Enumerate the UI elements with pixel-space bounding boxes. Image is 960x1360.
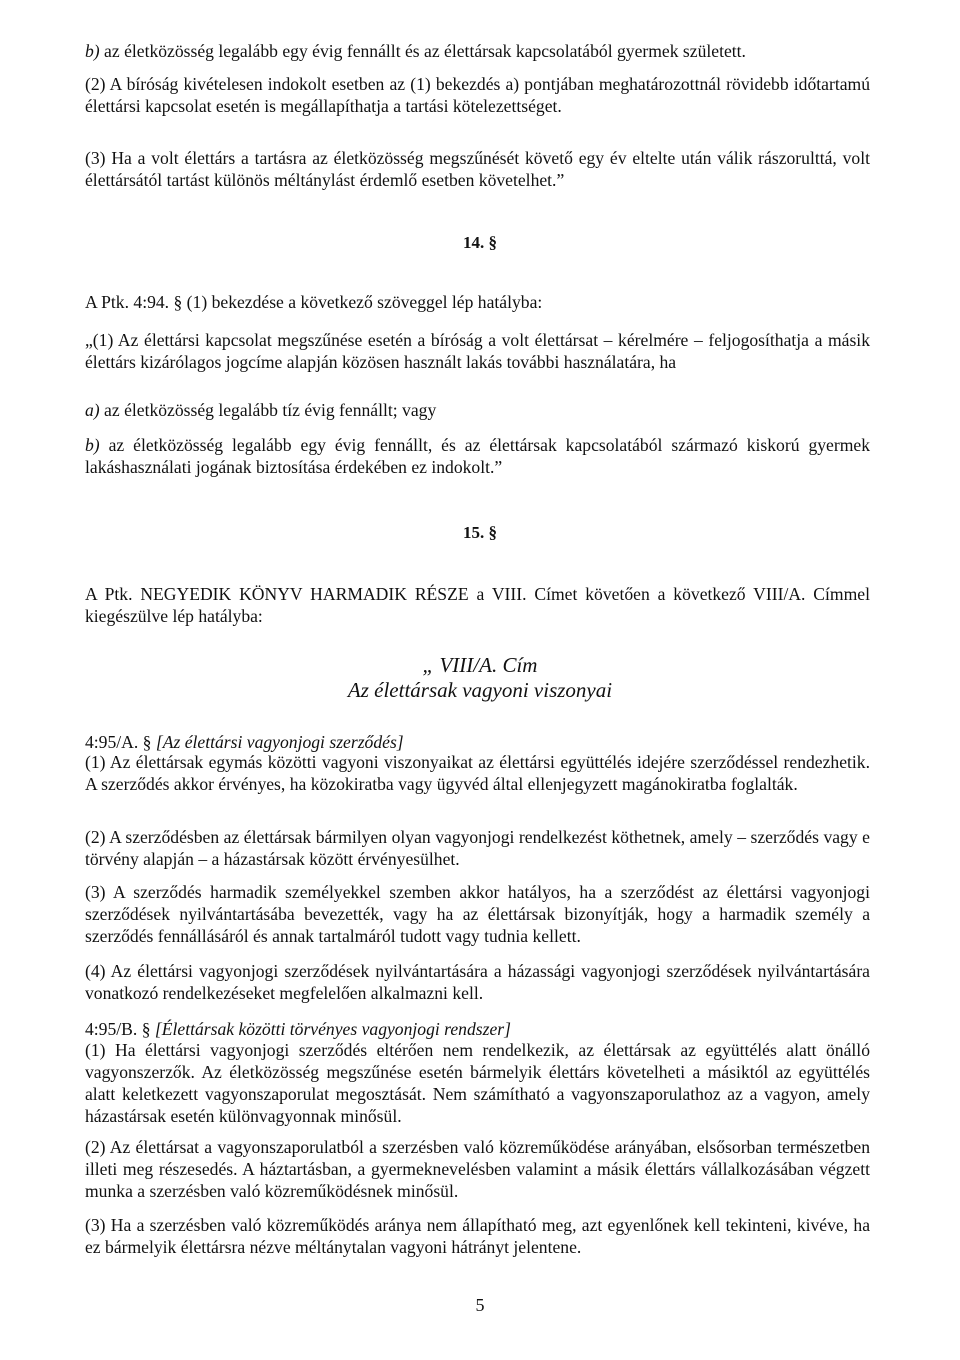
point-b: b) az életközösség legalább egy évig fennállt, és az élettársak kapcsolatából származó kiskorú gyermek lakáshasználati jogának biztosítása érdekében ez indokolt.” [85,435,870,477]
article-495a-heading: 4:95/A. § [Az élettársi vagyonjogi szerződés] [85,732,404,752]
section-14-heading: 14. § [463,233,497,252]
article-495a-para-1: (1) Az élettársak egymás közötti vagyoni viszonyaikat az élettársi együttélés idejére szerződéssel rendezhetik. A szerződés akkor érvényes, ha közokiratba vagy ügyvéd által ellenjegyzett magánokiratba foglalták. [85,752,870,794]
article-495b-para-1: (1) Ha élettársi vagyonjogi szerződés eltérően nem rendelkezik, az élettársak az együttélés alatt önálló vagyonszerzők. Az életközösség megszűnése esetén bármelyik élettárs követelheti a másiktól az együttélés alatt keletkezett vagyonszaporulat megosztását. Nem számítható a vagyonszaporulathoz az a vagyon, amely házastársak esetén különvagyonnak minősül. [85,1040,870,1126]
paragraph-b-child: b) az életközösség legalább egy évig fennállt és az élettársak kapcsolatából gyermek született. [85,41,746,61]
paragraph-ptk-part: A Ptk. NEGYEDIK KÖNYV HARMADIK RÉSZE a VIII. Címet követően a következő VIII/A. Címmel kiegészülve lép hatályba: [85,584,870,626]
chapter-title: Az élettársak vagyoni viszonyai [347,678,613,702]
paragraph-2: (2) A bíróság kivételesen indokolt esetben az (1) bekezdés a) pontjában meghatározottnál rövidebb időtartamú élettársi kapcsolat esetén is megállapíthatja a tartási kötelezettséget. [85,74,870,116]
article-title: [Élettársak közötti törvényes vagyonjogi rendszer] [154,1019,511,1039]
quoted-paragraph-1: „(1) Az élettársi kapcsolat megszűnése esetén a bíróság a volt élettársat – kérelmére – feljogosíthatja a másik élettárs kizárólagos jogcíme alapján közösen használt lakás további használatára, ha [85,330,870,372]
article-title: [Az élettársi vagyonjogi szerződés] [155,732,404,752]
point-a: a) az életközösség legalább tíz évig fennállt; vagy [85,400,437,420]
chapter-number: „ VIII/A. Cím [422,653,538,677]
point-label: a) [85,400,100,420]
paragraph-ptk-494: A Ptk. 4:94. § (1) bekezdése a következő szöveggel lép hatályba: [85,292,543,312]
point-label: b) [85,41,100,61]
section-15-heading: 15. § [463,523,497,542]
paragraph-3: (3) Ha a volt élettárs a tartásra az életközösség megszűnését követő egy év eltelte után válik rászorulttá, volt élettársától tartást különös méltánylást érdemlő esetben követelhet.” [85,148,870,190]
article-495a-para-3: (3) A szerződés harmadik személyekkel szemben akkor hatályos, ha a szerződést az élettársi vagyonjogi szerződések nyilvántartásába bevezették, vagy ha az élettársak bizonyítják, hogy a harmadik személy a szerződés fennállásáról és annak tartalmáról tudott vagy tudnia kellett. [85,882,870,946]
article-495a-para-2: (2) A szerződésben az élettársak bármilyen olyan vagyonjogi rendelkezést köthetnek, amely – szerződés vagy e törvény alapján – a házastársak között érvényesülhet. [85,827,870,869]
page-number: 5 [475,1295,485,1315]
article-495b-heading: 4:95/B. § [Élettársak közötti törvényes vagyonjogi rendszer] [85,1019,511,1039]
article-495b-para-3: (3) Ha a szerzésben való közreműködés aránya nem állapítható meg, azt egyenlőnek kell tekinteni, kivéve, ha ez bármelyik élettársra nézve méltánytalan vagyoni hátrányt jelentene. [85,1215,870,1257]
article-495b-para-2: (2) Az élettársat a vagyonszaporulatból a szerzésben való közreműködése arányában, elsősorban természetben illeti meg részesedés. A háztartásban, a gyermeknevelésben valamint a másik élettárs vállalkozásában végzett munka a szerzésben való közreműködésnek minősül. [85,1137,870,1201]
article-495a-para-4: (4) Az élettársi vagyonjogi szerződések nyilvántartására a házassági vagyonjogi szerződések nyilvántartására vonatkozó rendelkezéseket megfelelően alkalmazni kell. [85,961,870,1003]
point-label: b) [85,435,100,455]
